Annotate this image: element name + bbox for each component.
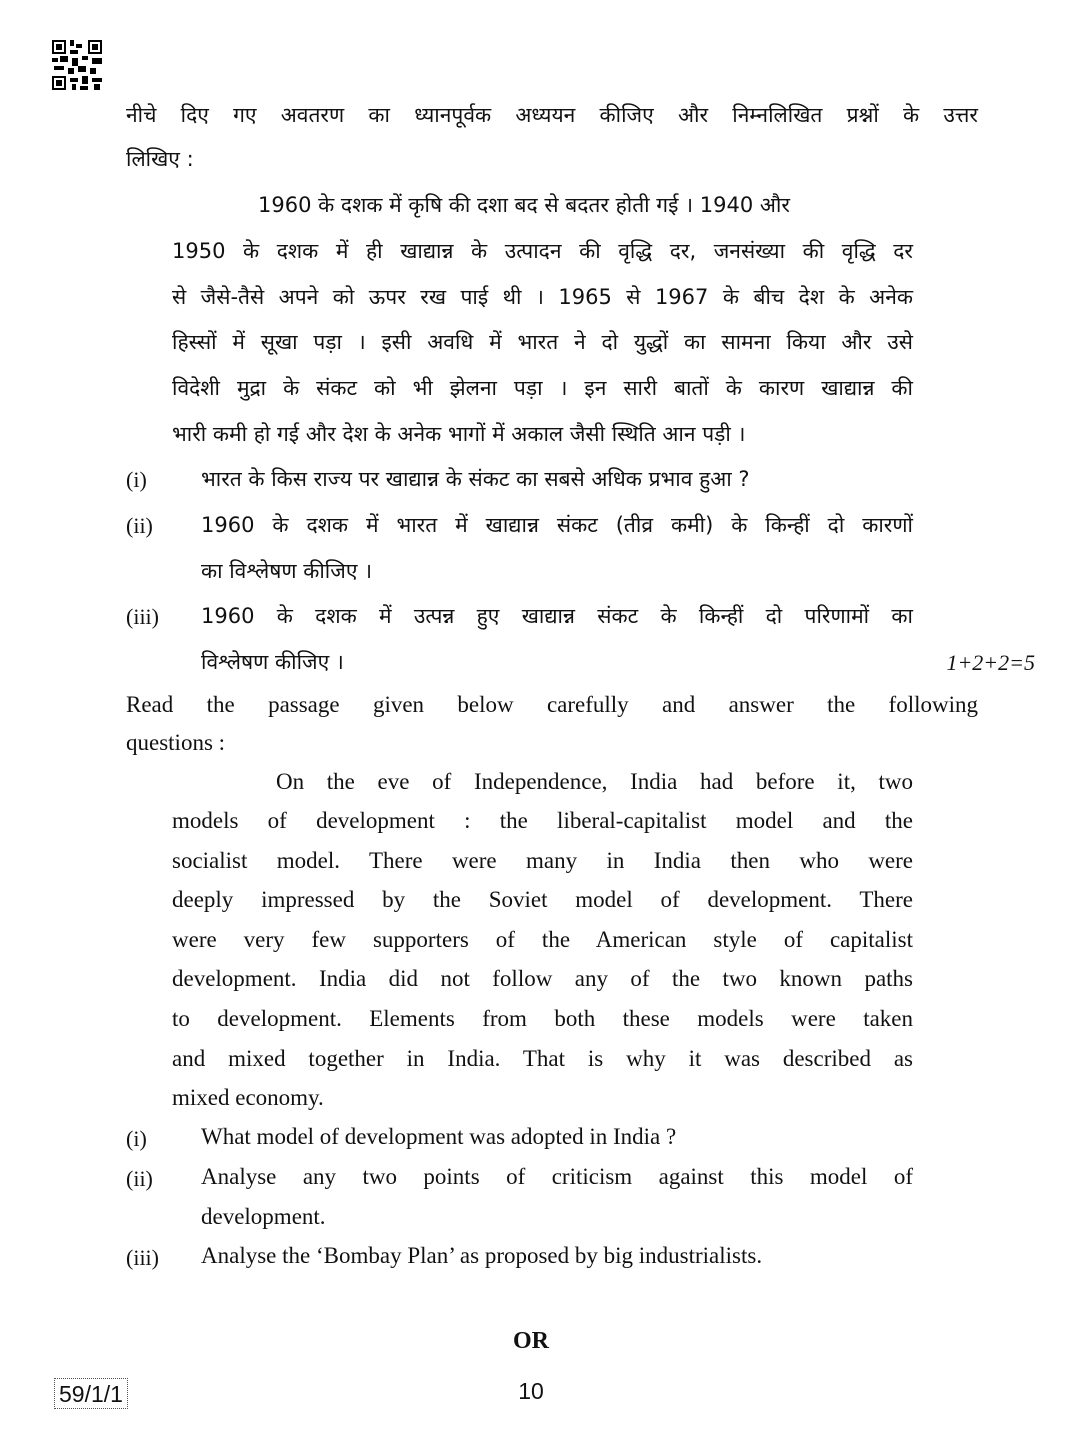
- english-instruction-line-1: Read the passage given below carefully and answer the following: [126, 692, 978, 717]
- question-number: (iii): [126, 604, 159, 629]
- question-number: (ii): [126, 1166, 153, 1191]
- hindi-question-text: 1960 के दशक में उत्पन्न हुए खाद्यान्न संकट के किन्हीं दो परिणामों का: [201, 604, 913, 628]
- english-question-text: Analyse the ‘Bombay Plan’ as proposed by big industrialists.: [201, 1243, 763, 1268]
- english-passage-line: to development. Elements from both these models were taken: [172, 1006, 913, 1031]
- english-question-text: development.: [201, 1204, 326, 1229]
- hindi-instruction-line-2: लिखिए :: [126, 147, 194, 171]
- question-number: (ii): [126, 513, 153, 538]
- page-number: 10: [518, 1378, 544, 1404]
- question-number: (iii): [126, 1245, 159, 1270]
- english-question-text: Analyse any two points of criticism against this model of: [201, 1164, 913, 1189]
- or-separator: OR: [513, 1328, 549, 1354]
- hindi-question-text: का विश्लेषण कीजिए ।: [201, 559, 373, 583]
- english-passage-line: models of development : the liberal-capitalist model and the: [172, 808, 913, 833]
- hindi-passage-line: हिस्सों में सूखा पड़ा । इसी अवधि में भारत ने दो युद्धों का सामना किया और उसे: [172, 330, 913, 354]
- hindi-passage-line: भारी कमी हो गई और देश के अनेक भागों में अकाल जैसी स्थिति आन पड़ी ।: [172, 422, 746, 446]
- hindi-question-text: भारत के किस राज्य पर खाद्यान्न के संकट का सबसे अधिक प्रभाव हुआ ?: [201, 467, 750, 491]
- english-instruction-line-2: questions :: [126, 730, 226, 755]
- hindi-question-text: विश्लेषण कीजिए ।: [201, 650, 344, 674]
- english-passage-line: development. India did not follow any of the two known paths: [172, 966, 913, 991]
- english-passage-line: were very few supporters of the American style of capitalist: [172, 927, 913, 952]
- hindi-passage-line: से जैसे-तैसे अपने को ऊपर रख पाई थी । 1965 से 1967 के बीच देश के अनेक: [172, 285, 913, 309]
- english-passage-line: mixed economy.: [172, 1085, 324, 1110]
- question-number: (i): [126, 1126, 147, 1151]
- marks-allocation: 1+2+2=5: [946, 650, 1035, 675]
- hindi-passage-line: 1950 के दशक में ही खाद्यान्न के उत्पादन की वृद्धि दर, जनसंख्या की वृद्धि दर: [172, 239, 913, 263]
- hindi-passage-line: 1960 के दशक में कृषि की दशा बद से बदतर होती गई । 1940 और: [258, 193, 790, 217]
- english-passage-line: deeply impressed by the Soviet model of development. There: [172, 887, 913, 912]
- english-question-text: What model of development was adopted in India ?: [201, 1124, 677, 1149]
- paper-code: 59/1/1: [54, 1378, 128, 1409]
- hindi-passage-line: विदेशी मुद्रा के संकट को भी झेलना पड़ा । इन सारी बातों के कारण खाद्यान्न की: [172, 376, 913, 400]
- question-number: (i): [126, 467, 147, 492]
- english-passage-line: On the eve of Independence, India had before it, two: [276, 769, 913, 794]
- hindi-instruction-line-1: नीचे दिए गए अवतरण का ध्यानपूर्वक अध्ययन कीजिए और निम्नलिखित प्रश्नों के उत्तर: [126, 103, 978, 127]
- english-passage-line: and mixed together in India. That is why it was described as: [172, 1046, 913, 1071]
- qr-code-icon: [52, 40, 102, 90]
- english-passage-line: socialist model. There were many in India then who were: [172, 848, 913, 873]
- hindi-question-text: 1960 के दशक में भारत में खाद्यान्न संकट (तीव्र कमी) के किन्हीं दो कारणों: [201, 513, 913, 537]
